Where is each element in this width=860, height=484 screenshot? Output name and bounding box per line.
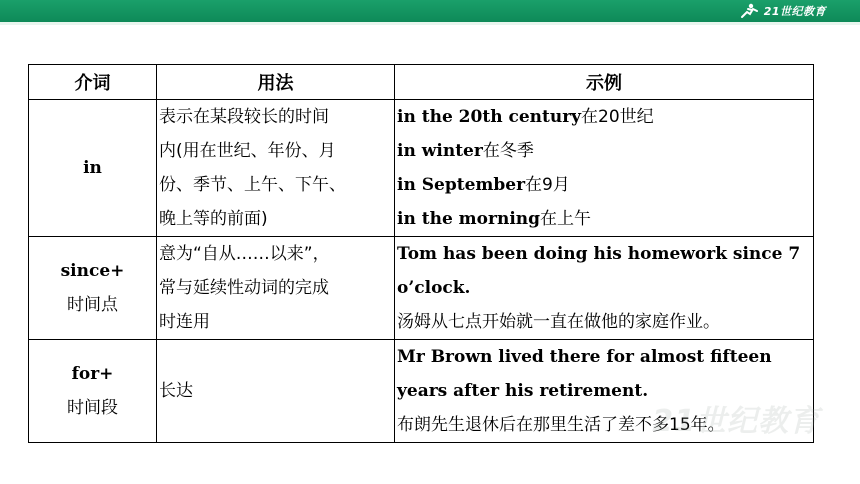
preposition-table <box>28 64 814 443</box>
example-line <box>397 305 811 339</box>
example-line <box>397 271 811 305</box>
usage-text: 表示在某段较长的时间 <box>159 107 329 127</box>
watermark-logo: 21世纪教育 <box>652 404 820 439</box>
example-english: in winter <box>397 141 483 161</box>
usage-text: 常与延续性动词的完成 <box>159 278 329 298</box>
example-line <box>397 100 811 134</box>
preposition-text: since+ <box>60 261 125 281</box>
example-cell <box>395 237 814 340</box>
header-preposition: 介词 <box>29 65 157 100</box>
brand-logo-text: 21世纪教育 <box>763 5 826 18</box>
example-english: Tom has been doing his homework since 7 <box>397 244 801 264</box>
example-chinese: 在20世纪 <box>581 107 654 127</box>
usage-text: 时连用 <box>159 312 210 332</box>
example-chinese: 在冬季 <box>482 141 534 161</box>
usage-cell <box>157 100 395 237</box>
example-english: in the morning <box>397 209 541 229</box>
example-line <box>397 134 811 168</box>
example-english: years after his retirement. <box>397 381 649 401</box>
usage-text: 意为“自从……以来”， <box>159 244 330 264</box>
example-line <box>397 340 811 374</box>
table-row <box>29 237 814 340</box>
header-usage: 用法 <box>157 65 395 100</box>
usage-text: 份、季节、上午、下午、 <box>159 175 346 195</box>
example-chinese: 在9月 <box>525 175 570 195</box>
example-chinese: 汤姆从七点开始就一直在做他的家庭作业。 <box>397 312 720 332</box>
preposition-cell <box>29 100 157 237</box>
usage-cell <box>157 340 395 443</box>
example-english: Mr Brown lived there for almost fifteen <box>397 347 772 367</box>
runner-icon <box>738 3 760 19</box>
example-english: o’clock. <box>397 278 471 298</box>
preposition-cell <box>29 237 157 340</box>
header-example: 示例 <box>395 65 814 100</box>
preposition-text: for+ <box>71 364 114 384</box>
example-cell <box>395 100 814 237</box>
usage-text: 长达 <box>159 381 193 401</box>
example-line <box>397 237 811 271</box>
preposition-text: 时间段 <box>67 398 118 418</box>
example-chinese: 在上午 <box>540 209 592 229</box>
preposition-cell <box>29 340 157 443</box>
example-line <box>397 202 811 236</box>
example-line <box>397 168 811 202</box>
usage-cell <box>157 237 395 340</box>
preposition-text: in <box>83 158 102 178</box>
table-row <box>29 100 814 237</box>
usage-text: 晚上等的前面) <box>159 209 268 229</box>
header-bar <box>0 0 860 22</box>
example-chinese: 布朗先生退休后在那里生活了差不多15年。 <box>397 415 725 435</box>
brand-logo <box>738 2 826 20</box>
example-english: in the 20th century <box>397 107 582 127</box>
usage-text: 内(用在世纪、年份、月 <box>159 141 336 161</box>
preposition-text: 时间点 <box>67 295 118 315</box>
table-header-row <box>29 65 814 100</box>
example-english: in September <box>397 175 526 195</box>
